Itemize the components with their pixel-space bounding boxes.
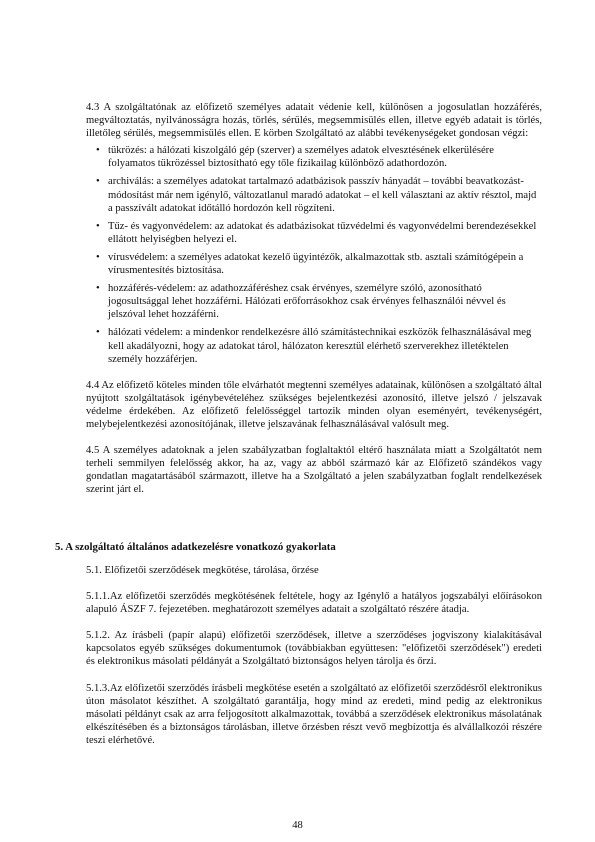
section-5-body — [86, 564, 542, 760]
protection-measures-list — [86, 144, 542, 365]
bullet-text: Tűz- és vagyonvédelem: az adatokat és adatbázisokat tűzvédelmi és vagyonvédelmi berendezésekkel ellátott helyiségben helyezi el. — [108, 220, 537, 245]
bullet-icon: • — [96, 145, 100, 157]
paragraph-4-3-intro: 4.3 A szolgáltatónak az előfizető személyes adatait védenie kell, különösen a jogosulatlan hozzáférés, megváltoztatás, nyilvánosságra hozás, törlés, sérülés, megsemmisülés ellen, illetve egyéb adatait is törlés, illetőleg sérülés, megsemmisülés ellen. E körben Szolgáltató az alábbi tevékenységeket gondosan végzi: — [86, 102, 542, 140]
section-5-heading: 5. A szolgáltató általános adatkezelésre vonatkozó gyakorlata — [55, 541, 336, 553]
bullet-text: vírusvédelem: a személyes adatokat kezelő ügyintézők, alkalmazottak stb. asztali számítógépein a vírusmentesítés biztosítása. — [108, 251, 524, 277]
paragraph-5-1-3: 5.1.3.Az előfizetői szerződés írásbeli megkötése esetén a szolgáltató az előfizetői szerződésről elektronikus úton másolatot készíthet. A szolgáltató garantálja, hogy mind az eredeti, mind pedig az elektronikus másolati példányt csak az arra feljogosított alkalmazottak, továbbá a szerződések elektronikus másolatának elkészítésében és a biztonságos tárolásban, illetve őrzésben részt vevő megbízottja és alvállalkozói részére teszi elérhetővé. — [86, 682, 542, 746]
bullet-icon: • — [96, 327, 100, 339]
paragraph-5-1-1: 5.1.1.Az előfizetői szerződés megkötésének feltétele, hogy az Igénylő a hatályos jogszabályi előírásokon alapuló ÁSZF 7. fejezetében. meghatározott személyes adatait a szolgáltató részére átadja. — [86, 591, 542, 616]
bullet-icon: • — [96, 220, 100, 232]
bullet-item-fire-protection — [96, 220, 542, 246]
bullet-icon: • — [96, 283, 100, 295]
section-4-body — [86, 101, 542, 509]
paragraph-4-4: 4.4 Az előfizető köteles minden tőle elvárhatót megtenni személyes adatainak, különösen a szolgáltató által nyújtott szolgáltatások igénybevételéhez szükséges bejelentkezési azonosító, illetve jelszó / jelszavak védelme érdekében. Az előfizető felelősséggel tartozik minden olyan eseményért, tevékenységért, melybejelentkezési azonosítójának, illetve jelszavának felhasználásával valósult meg. — [86, 379, 542, 430]
bullet-item-virus-protection — [96, 251, 542, 277]
paragraph-4-5: 4.5 A személyes adatoknak a jelen szabályzatban foglaltaktól eltérő használata miatt a Szolgáltatót nem terheli semmilyen felelősség akkor, ha az, vagy az abból származó kár az Előfizető szándékos vagy gondatlan magatartásából származott, illetve ha a Szolgáltató a jelen szabályzatban foglalt rendelkezések szerint járt el. — [86, 445, 542, 496]
bullet-text: archiválás: a személyes adatokat tartalmazó adatbázisok passzív hányadát – további beavatkozást-módosítást már nem igénylő, változatlanul maradó adatokat – el kell választani az aktív résztol, majd a passzívált adatokat időtálló hordozón kell rögzíteni. — [108, 176, 537, 214]
bullet-item-access-protection — [96, 282, 542, 321]
bullet-text: tükrözés: a hálózati kiszolgáló gép (szerver) a személyes adatok elvesztésének elkerülésére folyamatos tükrözéssel biztosítható egy tőle fizikailag különböző adathordozón. — [108, 145, 494, 170]
subheading-5-1: 5.1. Előfizetői szerződések megkötése, tárolása, őrzése — [86, 565, 319, 576]
bullet-text: hozzáférés-védelem: az adathozzáféréshez csak érvényes, személyre szóló, azonosítható jogosultsággal lehet hozzáférni. Hálózati erőforrásokhoz csak érvényes felhasználói névvel és jelszóval lehet hozzáférni. — [108, 283, 506, 321]
bullet-icon: • — [96, 176, 100, 188]
page-number: 48 — [292, 820, 303, 831]
paragraph-5-1-2: 5.1.2. Az írásbeli (papír alapú) előfizetői szerződések, illetve a szerződéses jogviszony kialakításával kapcsolatos egyéb szükséges dokumentumok (továbbiakban együttesen: "előfizetői szerződések") eredeti és elektronikus másolati példányát a Szolgáltató biztonságos helyen tárolja és őrzi. — [86, 630, 542, 668]
bullet-item-network-protection — [96, 326, 542, 365]
bullet-text: hálózati védelem: a mindenkor rendelkezésre álló számítástechnikai eszközök felhasználásával meg kell akadályozni, hogy az adatokat tárol, hálózaton keresztül elérhető szerverekhez illetéktelen személy hozzáférjen. — [108, 327, 532, 365]
bullet-item-mirroring — [96, 144, 542, 170]
bullet-item-archiving — [96, 175, 542, 214]
bullet-icon: • — [96, 251, 100, 263]
